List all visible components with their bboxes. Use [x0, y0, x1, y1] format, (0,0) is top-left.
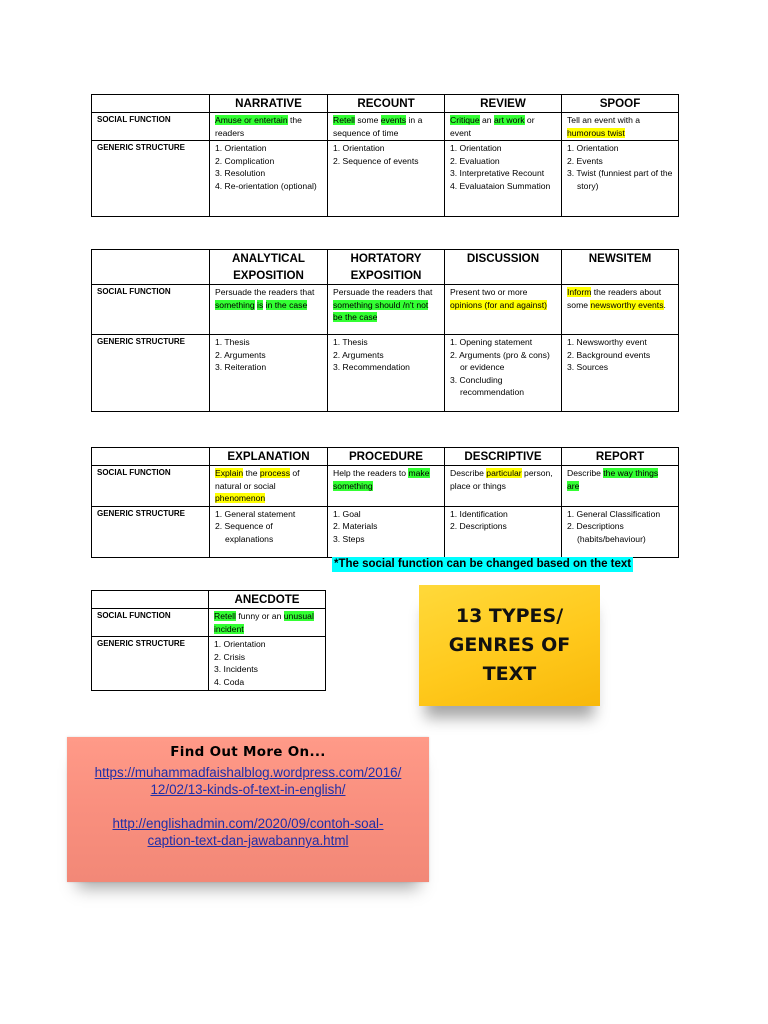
text-segment: the readers about some — [567, 287, 662, 310]
header-narrative: NARRATIVE — [210, 95, 328, 113]
generic-structure-newsitem — [562, 335, 679, 412]
row-label-social-function: SOCIAL FUNCTION — [92, 113, 210, 141]
sticky-line-1: 13 TYPES/ — [455, 605, 564, 627]
englishadmin-link-line-1[interactable]: http://englishadmin.com/2020/09/contoh-soal- — [112, 816, 384, 831]
generic-structure-narrative — [210, 141, 328, 217]
text-segment: or event — [450, 115, 535, 138]
structure-list — [214, 638, 320, 688]
structure-list — [215, 336, 322, 374]
structure-step: 1. Orientation — [333, 143, 385, 154]
social-function-anecdote — [209, 609, 326, 637]
structure-step: 2. Arguments (pro & cons) or evidence — [450, 349, 550, 373]
highlighted-text: Amuse or entertain — [215, 115, 288, 125]
highlighted-text: humorous twist — [567, 127, 625, 138]
structure-step: 3. Reiteration — [215, 362, 267, 373]
social-function-discussion — [445, 285, 562, 335]
structure-step: 1. Newsworthy event — [567, 337, 647, 347]
englishadmin-link-line-2[interactable]: caption-text-dan-jawabannya.html — [147, 833, 349, 848]
structure-step: 3. Interpretative Recount — [450, 168, 545, 179]
header-blank — [92, 95, 210, 113]
highlighted-text: the way things are — [567, 468, 659, 491]
structure-list — [450, 142, 556, 192]
row-label-generic-structure: GENERIC STRUCTURE — [92, 335, 210, 412]
find-out-more-box — [67, 737, 429, 882]
header-explanation: EXPLANATION — [210, 448, 328, 466]
structure-step: 1. Orientation — [215, 143, 267, 154]
structure-step: 3. Twist (funniest part of the story) — [567, 168, 673, 191]
structure-list — [450, 336, 556, 399]
text-segment: Persuade the readers that — [215, 287, 315, 297]
structure-step: 1. Orientation — [214, 639, 266, 650]
text-segment: person, place or things — [450, 468, 553, 491]
row-label-generic-structure: GENERIC STRUCTURE — [92, 637, 209, 690]
header-hortatory-exposition: HORTATORY EXPOSITION — [328, 250, 445, 285]
structure-step: 2. Complication — [215, 155, 275, 166]
row-label-social-function: SOCIAL FUNCTION — [92, 466, 210, 507]
structure-step: 3. Steps — [333, 533, 365, 544]
generic-structure-review — [445, 141, 562, 217]
structure-step: 1. Thesis — [215, 337, 250, 347]
structure-step: 1. Orientation — [567, 143, 619, 154]
structure-step: 3. Resolution — [215, 168, 266, 179]
header-blank — [92, 250, 210, 285]
text-segment: the — [243, 468, 260, 478]
highlighted-text: is — [257, 299, 264, 310]
header-blank — [92, 591, 209, 609]
highlighted-text: something — [215, 299, 255, 310]
structure-step: 2. Descriptions (habits/behaviour) — [567, 521, 646, 544]
generic-structure-spoof — [562, 141, 679, 217]
text-segment: funny or an — [235, 611, 284, 621]
structure-step: 1. Identification — [450, 508, 508, 519]
text-segment: Tell an event with a — [567, 115, 641, 125]
social-function-descriptive — [445, 466, 562, 507]
text-segment: an — [479, 115, 494, 125]
highlighted-text: events — [380, 115, 407, 125]
highlighted-text: something should /n't not be the case — [333, 299, 429, 323]
structure-step: 2. Background events — [567, 349, 651, 360]
highlighted-text: process — [259, 468, 291, 478]
sticky-line-2: GENRES OF — [448, 634, 571, 656]
generic-structure-report — [562, 506, 679, 557]
structure-step: 2. Arguments — [333, 349, 384, 360]
header-analytical-exposition: ANALYTICAL EXPOSITION — [210, 250, 328, 285]
wordpress-link-line-1[interactable]: https://muhammadfaishalblog.wordpress.com/2016/ — [94, 765, 402, 780]
generic-structure-explanation — [210, 506, 328, 557]
structure-step: 2. Arguments — [215, 349, 266, 360]
structure-step: 4. Evaluataion Summation — [450, 180, 551, 191]
sticky-line-3: TEXT — [482, 663, 537, 685]
highlighted-text: phenomenon — [215, 493, 266, 504]
highlighted-text: Retell — [214, 611, 236, 621]
structure-step: 2. Sequence of explanations — [215, 521, 274, 544]
highlighted-text: Explain — [215, 468, 244, 478]
wordpress-link-line-2[interactable]: 12/02/13-kinds-of-text-in-english/ — [150, 782, 346, 797]
text-segment: of natural or social — [215, 468, 300, 491]
structure-list — [333, 142, 439, 167]
highlighted-text: opinions (for and against) — [450, 299, 547, 310]
social-function-narrative — [210, 113, 328, 141]
header-report: REPORT — [562, 448, 679, 466]
text-segment: some — [354, 115, 381, 125]
structure-step: 3. Recommendation — [333, 362, 410, 373]
structure-list — [333, 508, 439, 546]
structure-step: 1. General statement — [215, 508, 296, 519]
generic-structure-discussion — [445, 335, 562, 412]
structure-step: 1. Orientation — [450, 143, 502, 154]
structure-step: 4. Coda — [214, 676, 245, 687]
highlighted-text: Retell — [333, 115, 355, 125]
social-function-explanation — [210, 466, 328, 507]
structure-step: 2. Descriptions — [450, 521, 507, 532]
structure-step: 4. Re-orientation (optional) — [215, 180, 317, 191]
highlighted-text: unusual incident — [214, 611, 314, 634]
generic-structure-procedure — [328, 506, 445, 557]
structure-step: 1. General Classification — [567, 508, 661, 519]
row-label-generic-structure: GENERIC STRUCTURE — [92, 141, 210, 217]
highlighted-text: art work — [493, 115, 525, 125]
generic-structure-recount — [328, 141, 445, 217]
social-function-note: *The social function can be changed based on the text — [334, 558, 632, 570]
structure-list — [567, 336, 673, 374]
text-segment: Present two or more — [450, 287, 528, 297]
header-recount: RECOUNT — [328, 95, 445, 113]
structure-list — [450, 508, 556, 533]
structure-step: 1. Thesis — [333, 337, 368, 347]
header-discussion: DISCUSSION — [445, 250, 562, 285]
header-review: REVIEW — [445, 95, 562, 113]
generic-structure-anecdote — [209, 637, 326, 690]
genre-table-2 — [91, 249, 679, 412]
social-function-recount — [328, 113, 445, 141]
structure-step: 3. Concluding recommendation — [450, 374, 525, 398]
header-procedure: PROCEDURE — [328, 448, 445, 466]
structure-step: 1. Opening statement — [450, 337, 533, 347]
structure-step: 2. Materials — [333, 521, 378, 532]
structure-step: 2. Evaluation — [450, 155, 500, 166]
header-descriptive: DESCRIPTIVE — [445, 448, 562, 466]
social-function-procedure — [328, 466, 445, 507]
generic-structure-hortatory-exposition — [328, 335, 445, 412]
row-label-generic-structure: GENERIC STRUCTURE — [92, 506, 210, 557]
row-label-social-function: SOCIAL FUNCTION — [92, 285, 210, 335]
structure-step: 3. Sources — [567, 362, 609, 373]
genre-table-4 — [91, 590, 326, 691]
social-function-report — [562, 466, 679, 507]
structure-step: 2. Events — [567, 155, 603, 166]
structure-step: 1. Goal — [333, 508, 361, 519]
text-segment: the readers — [215, 115, 302, 138]
structure-list — [567, 142, 673, 192]
genre-table-1 — [91, 94, 679, 217]
header-newsitem: NEWSITEM — [562, 250, 679, 285]
find-out-more-title: Find Out More On... — [170, 744, 326, 760]
structure-step: 3. Incidents — [214, 664, 258, 675]
genre-table-3 — [91, 447, 679, 558]
highlighted-text: Critique — [450, 115, 480, 125]
social-function-newsitem — [562, 285, 679, 335]
structure-step: 2. Crisis — [214, 651, 246, 662]
text-segment: Help the readers to — [333, 468, 409, 478]
structure-list — [215, 508, 322, 546]
structure-list — [333, 336, 439, 374]
generic-structure-descriptive — [445, 506, 562, 557]
structure-step: 2. Sequence of events — [333, 155, 419, 166]
social-function-spoof — [562, 113, 679, 141]
text-segment: Describe — [450, 468, 487, 478]
text-segment: Describe — [567, 468, 604, 478]
row-label-social-function: SOCIAL FUNCTION — [92, 609, 209, 637]
social-function-hortatory-exposition — [328, 285, 445, 335]
social-function-analytical-exposition — [210, 285, 328, 335]
highlighted-text: particular — [486, 468, 522, 478]
structure-list — [567, 508, 673, 546]
header-blank — [92, 448, 210, 466]
social-function-review — [445, 113, 562, 141]
highlighted-text: make something — [333, 468, 430, 491]
structure-list — [215, 142, 322, 192]
highlighted-text: Inform — [567, 287, 592, 297]
sticky-note-title — [419, 585, 600, 706]
text-segment: . — [663, 299, 666, 310]
header-anecdote: ANECDOTE — [209, 591, 326, 609]
highlighted-text: newsworthy events — [590, 299, 664, 310]
highlighted-text: in the case — [265, 299, 308, 310]
text-segment: Persuade the readers that — [333, 287, 433, 297]
generic-structure-analytical-exposition — [210, 335, 328, 412]
text-segment: in a sequence of time — [333, 115, 423, 138]
header-spoof: SPOOF — [562, 95, 679, 113]
